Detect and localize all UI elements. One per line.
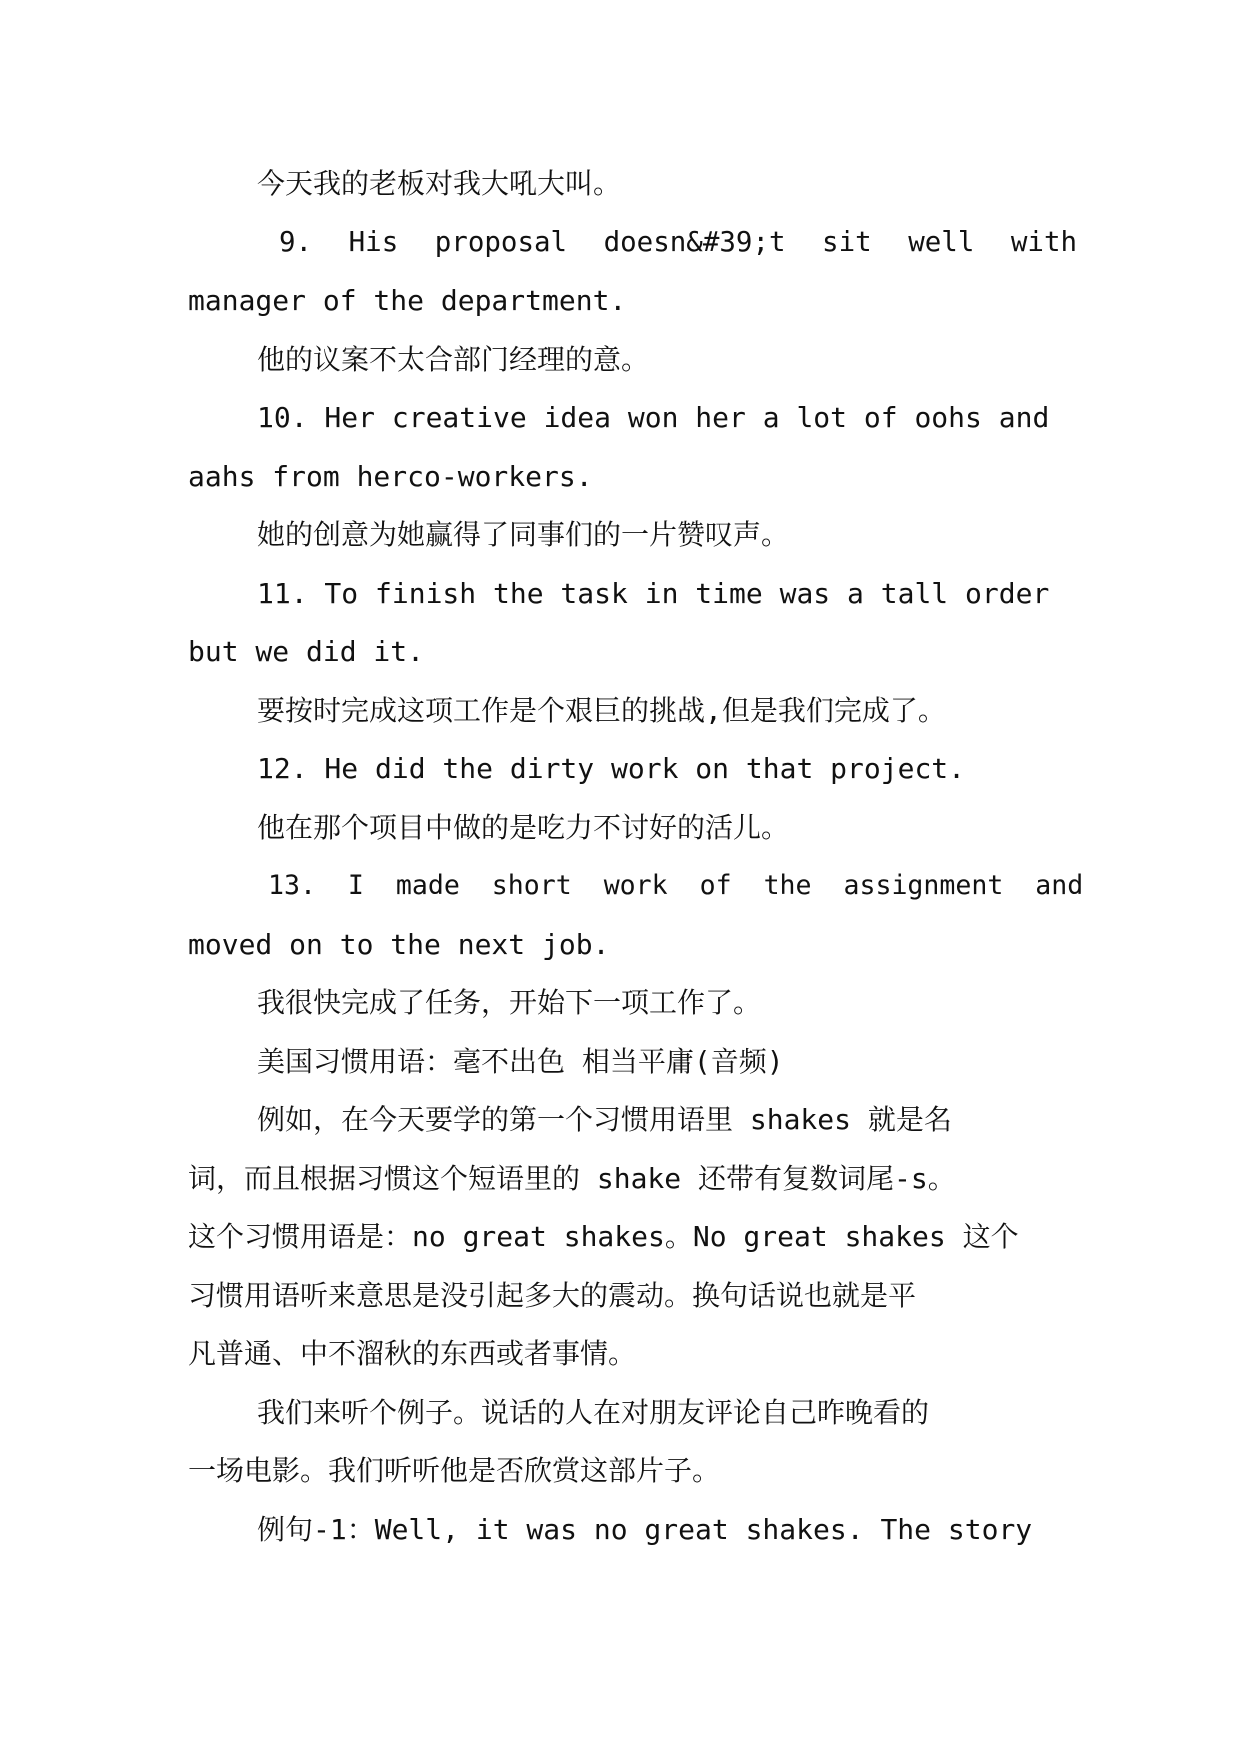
text-line-14: moved on to the next job. <box>188 927 610 961</box>
text-line-4: 他的议案不太合部门经理的意。 <box>257 342 650 376</box>
text-line-24: 例句-1：Well, it was no great shakes. The story <box>257 1512 1033 1546</box>
text-line-21: 凡普通、中不溜秋的东西或者事情。 <box>188 1337 637 1370</box>
text-line-22: 我们来听个例子。说话的人在对朋友评论自己昨晚看的 <box>257 1395 930 1429</box>
text-line-19: 这个习惯用语是：no great shakes。No great shakes 这个 <box>188 1220 1019 1253</box>
text-line-1: 今天我的老板对我大吼大叫。 <box>257 167 622 200</box>
text-line-3: manager of the department. <box>188 284 627 317</box>
text-line-13: 13. I made short work of the assignment and <box>268 870 1084 901</box>
text-line-8: 11. To finish the task in time was a tall order <box>257 576 1050 610</box>
text-line-20: 习惯用语听来意思是没引起多大的震动。换句话说也就是平 <box>188 1278 917 1312</box>
text-line-17: 例如，在今天要学的第一个习惯用语里 shakes 就是名 <box>257 1103 952 1136</box>
text-line-12: 他在那个项目中做的是吃力不讨好的活儿。 <box>257 810 790 844</box>
text-line-16: 美国习惯用语：毫不出色 相当平庸(音频) <box>257 1044 784 1078</box>
text-line-23: 一场电影。我们听听他是否欣赏这部片子。 <box>188 1454 721 1487</box>
text-line-10: 要按时完成这项工作是个艰巨的挑战,但是我们完成了。 <box>257 693 946 727</box>
text-line-6: aahs from herco-workers. <box>188 459 593 493</box>
text-line-5: 10. Her creative idea won her a lot of oohs and <box>257 401 1050 434</box>
text-line-11: 12. He did the dirty work on that project. <box>257 752 966 785</box>
text-line-18: 词，而且根据习惯这个短语里的 shake 还带有复数词尾-s。 <box>188 1161 956 1195</box>
text-line-15: 我很快完成了任务，开始下一项工作了。 <box>257 986 762 1019</box>
text-line-7: 她的创意为她赢得了同事们的一片赞叹声。 <box>257 518 790 551</box>
text-line-9: but we did it. <box>188 635 425 668</box>
document-body <box>188 155 1084 1559</box>
text-line-2: 9. His proposal doesn&#39;t sit well with <box>279 226 1078 258</box>
